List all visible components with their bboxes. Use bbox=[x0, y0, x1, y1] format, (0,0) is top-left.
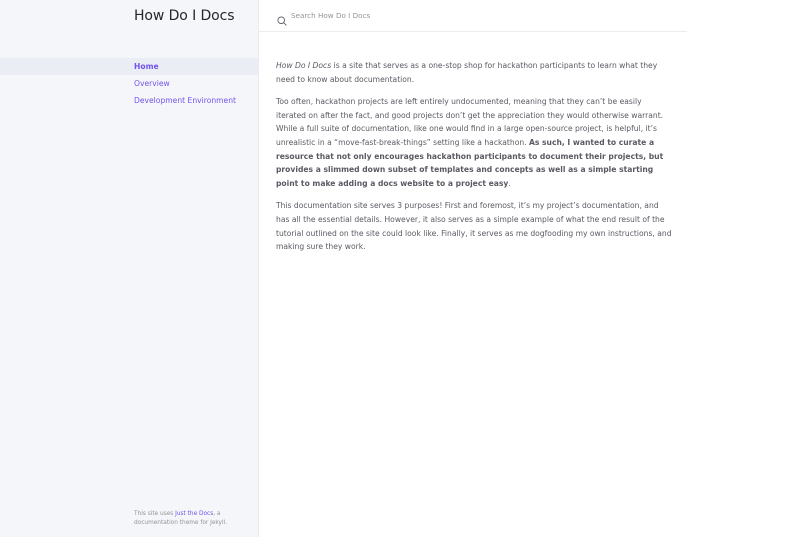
motivation-text: Too often, hackathon projects are left entirely undocumented, meaning that they can’t be easily iterated on after the fact, and good projects don’t get the appreciation they would otherwise warrant. While a full suite of documentation, like one would find in a large open-source project, is helpful, it’s unrealistic in a “move-fast-break-things” setting like a hackathon. bbox=[276, 97, 664, 147]
main-content bbox=[259, 32, 673, 254]
nav-item-development-environment[interactable]: Development Environment bbox=[134, 96, 237, 105]
purposes-paragraph: This documentation site serves 3 purposes! First and foremost, it’s my project’s documentation, and has all the essential details. However, it also serves as a simple example of what the end result of the tutorial outlined on the site could look like. Finally, it serves as me dogfooding my own instructions, and making sure they work. bbox=[276, 201, 672, 252]
nav-item-overview[interactable]: Overview bbox=[134, 79, 170, 88]
search-icon bbox=[277, 11, 287, 21]
footer-link-just-the-docs[interactable]: Just the Docs bbox=[175, 511, 214, 517]
site-title[interactable]: How Do I Docs bbox=[134, 8, 235, 24]
sidebar bbox=[0, 0, 259, 537]
site-name-emphasis: How Do I Docs bbox=[276, 61, 332, 70]
motivation-end: . bbox=[508, 178, 511, 188]
footer-suffix: , a documentation theme for Jekyll. bbox=[134, 511, 228, 526]
site-footer bbox=[134, 510, 244, 527]
search-bar bbox=[259, 0, 687, 32]
intro-paragraph bbox=[276, 59, 673, 86]
search-input[interactable] bbox=[291, 11, 591, 20]
main bbox=[259, 0, 806, 537]
site-header bbox=[0, 0, 258, 32]
motivation-paragraph bbox=[276, 95, 673, 190]
nav-item-home[interactable]: Home bbox=[0, 58, 258, 75]
footer-prefix: This site uses bbox=[134, 511, 176, 517]
nav-list bbox=[0, 58, 258, 109]
intro-text: is a site that serves as a one-stop shop for hackathon participants to learn what they need to know about documentation. bbox=[276, 61, 658, 84]
motivation-bold-text: As such, I wanted to curate a resource that not only encourages hackathon participants to document their projects, but provides a slimmed down subset of templates and concepts as well as a simple starting point to make adding a docs website to a project easy bbox=[276, 137, 664, 188]
